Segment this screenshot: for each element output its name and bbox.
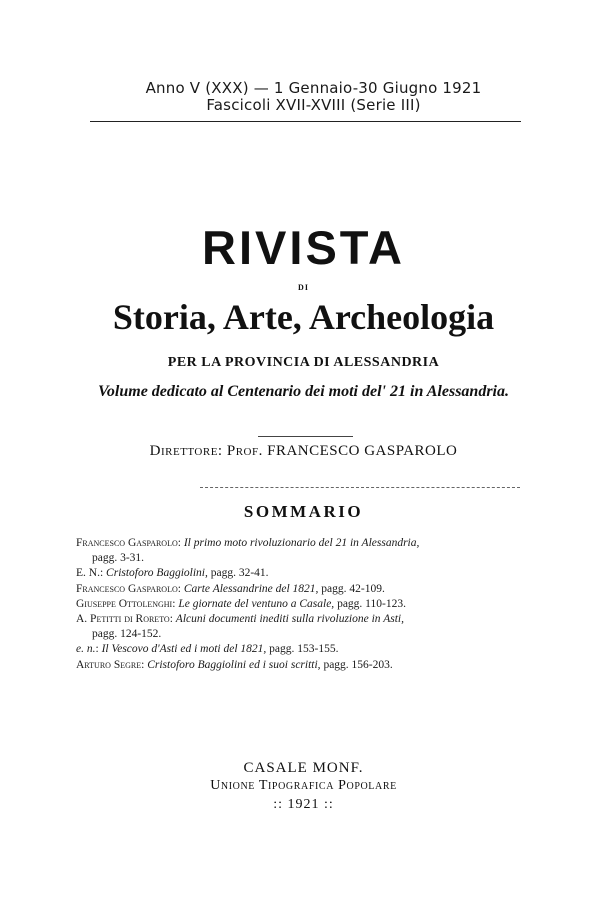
toc-work: Alcuni documenti inediti sulla rivoluzione in Asti,: [175, 613, 404, 626]
dashed-rule: [200, 487, 520, 488]
toc-separator: :: [177, 582, 184, 595]
toc-work: Cristoforo Baggiolini,: [106, 567, 208, 580]
summary-heading: SOMMARIO: [243, 502, 364, 521]
journal-subtitle: Storia, Arte, Archeologia: [112, 297, 495, 337]
toc-author: Francesco Gasparolo: [76, 582, 178, 595]
toc-entry: [76, 612, 536, 642]
issue-line: Anno V (XXX) — 1 Gennaio-30 Giugno 1921: [145, 79, 482, 97]
toc-separator: :: [177, 537, 184, 549]
toc-work: Il Vescovo d'Asti ed i moti del 1821,: [101, 643, 267, 656]
toc-pages: pagg. 3-31.: [92, 552, 145, 565]
toc-author: A. Petitti di Roreto: [76, 613, 170, 626]
toc-pages: pagg. 156-203.: [323, 658, 393, 671]
middle-rule: [258, 436, 353, 437]
director-label: Direttore:: [149, 443, 223, 459]
toc-separator: :: [95, 643, 102, 656]
toc-separator: :: [172, 597, 179, 610]
toc-entry: [76, 582, 536, 597]
toc-pages: pagg. 32-41.: [210, 567, 269, 580]
toc-separator: :: [169, 613, 176, 626]
title-connector: DI: [298, 283, 309, 292]
toc-separator: :: [99, 567, 107, 580]
director-title: Prof.: [226, 443, 263, 459]
fascicle-line: Fascicoli XVII-XVIII (Serie III): [206, 96, 421, 114]
toc-pages: pagg. 153-155.: [269, 643, 339, 656]
imprint-city: CASALE MONF.: [243, 760, 364, 776]
toc-author: e. n.: [76, 643, 96, 656]
imprint-printer: Unione Tipografica Popolare: [210, 778, 397, 793]
toc-author: Giuseppe Ottolenghi: [76, 597, 173, 610]
imprint-year: :: 1921 ::: [273, 797, 334, 812]
toc-entry: [76, 536, 536, 566]
toc-author: Arturo Segre: [76, 658, 142, 671]
toc-work: Carte Alessandrine del 1821,: [183, 582, 319, 595]
toc-pages: pagg. 110-123.: [337, 597, 406, 610]
top-rule: [90, 121, 521, 122]
toc-entry: [76, 642, 536, 657]
toc-entry: [76, 566, 536, 581]
toc-separator: :: [141, 658, 148, 671]
toc-pages: pagg. 124-152.: [92, 628, 162, 641]
table-of-contents: [76, 536, 536, 673]
toc-author: E. N.: [76, 567, 100, 580]
province-line: PER LA PROVINCIA DI ALESSANDRIA: [167, 355, 440, 370]
toc-entry: [76, 597, 536, 612]
dedication-line: Volume dedicato al Centenario dei moti del' 21 in Alessandria.: [98, 383, 509, 400]
toc-author: Francesco Gasparolo: [76, 537, 178, 549]
toc-pages: pagg. 42-109.: [321, 582, 385, 595]
director-line: [0, 443, 607, 460]
journal-title: RIVISTA: [202, 221, 405, 274]
toc-work: Le giornate del ventuno a Casale,: [178, 597, 335, 610]
director-name: FRANCESCO GASPAROLO: [267, 443, 458, 459]
toc-work: Il primo moto rivoluzionario del 21 in Alessandria,: [183, 537, 420, 549]
toc-work: Cristoforo Baggiolini ed i suoi scritti,: [147, 658, 321, 671]
toc-entry: [76, 658, 536, 673]
